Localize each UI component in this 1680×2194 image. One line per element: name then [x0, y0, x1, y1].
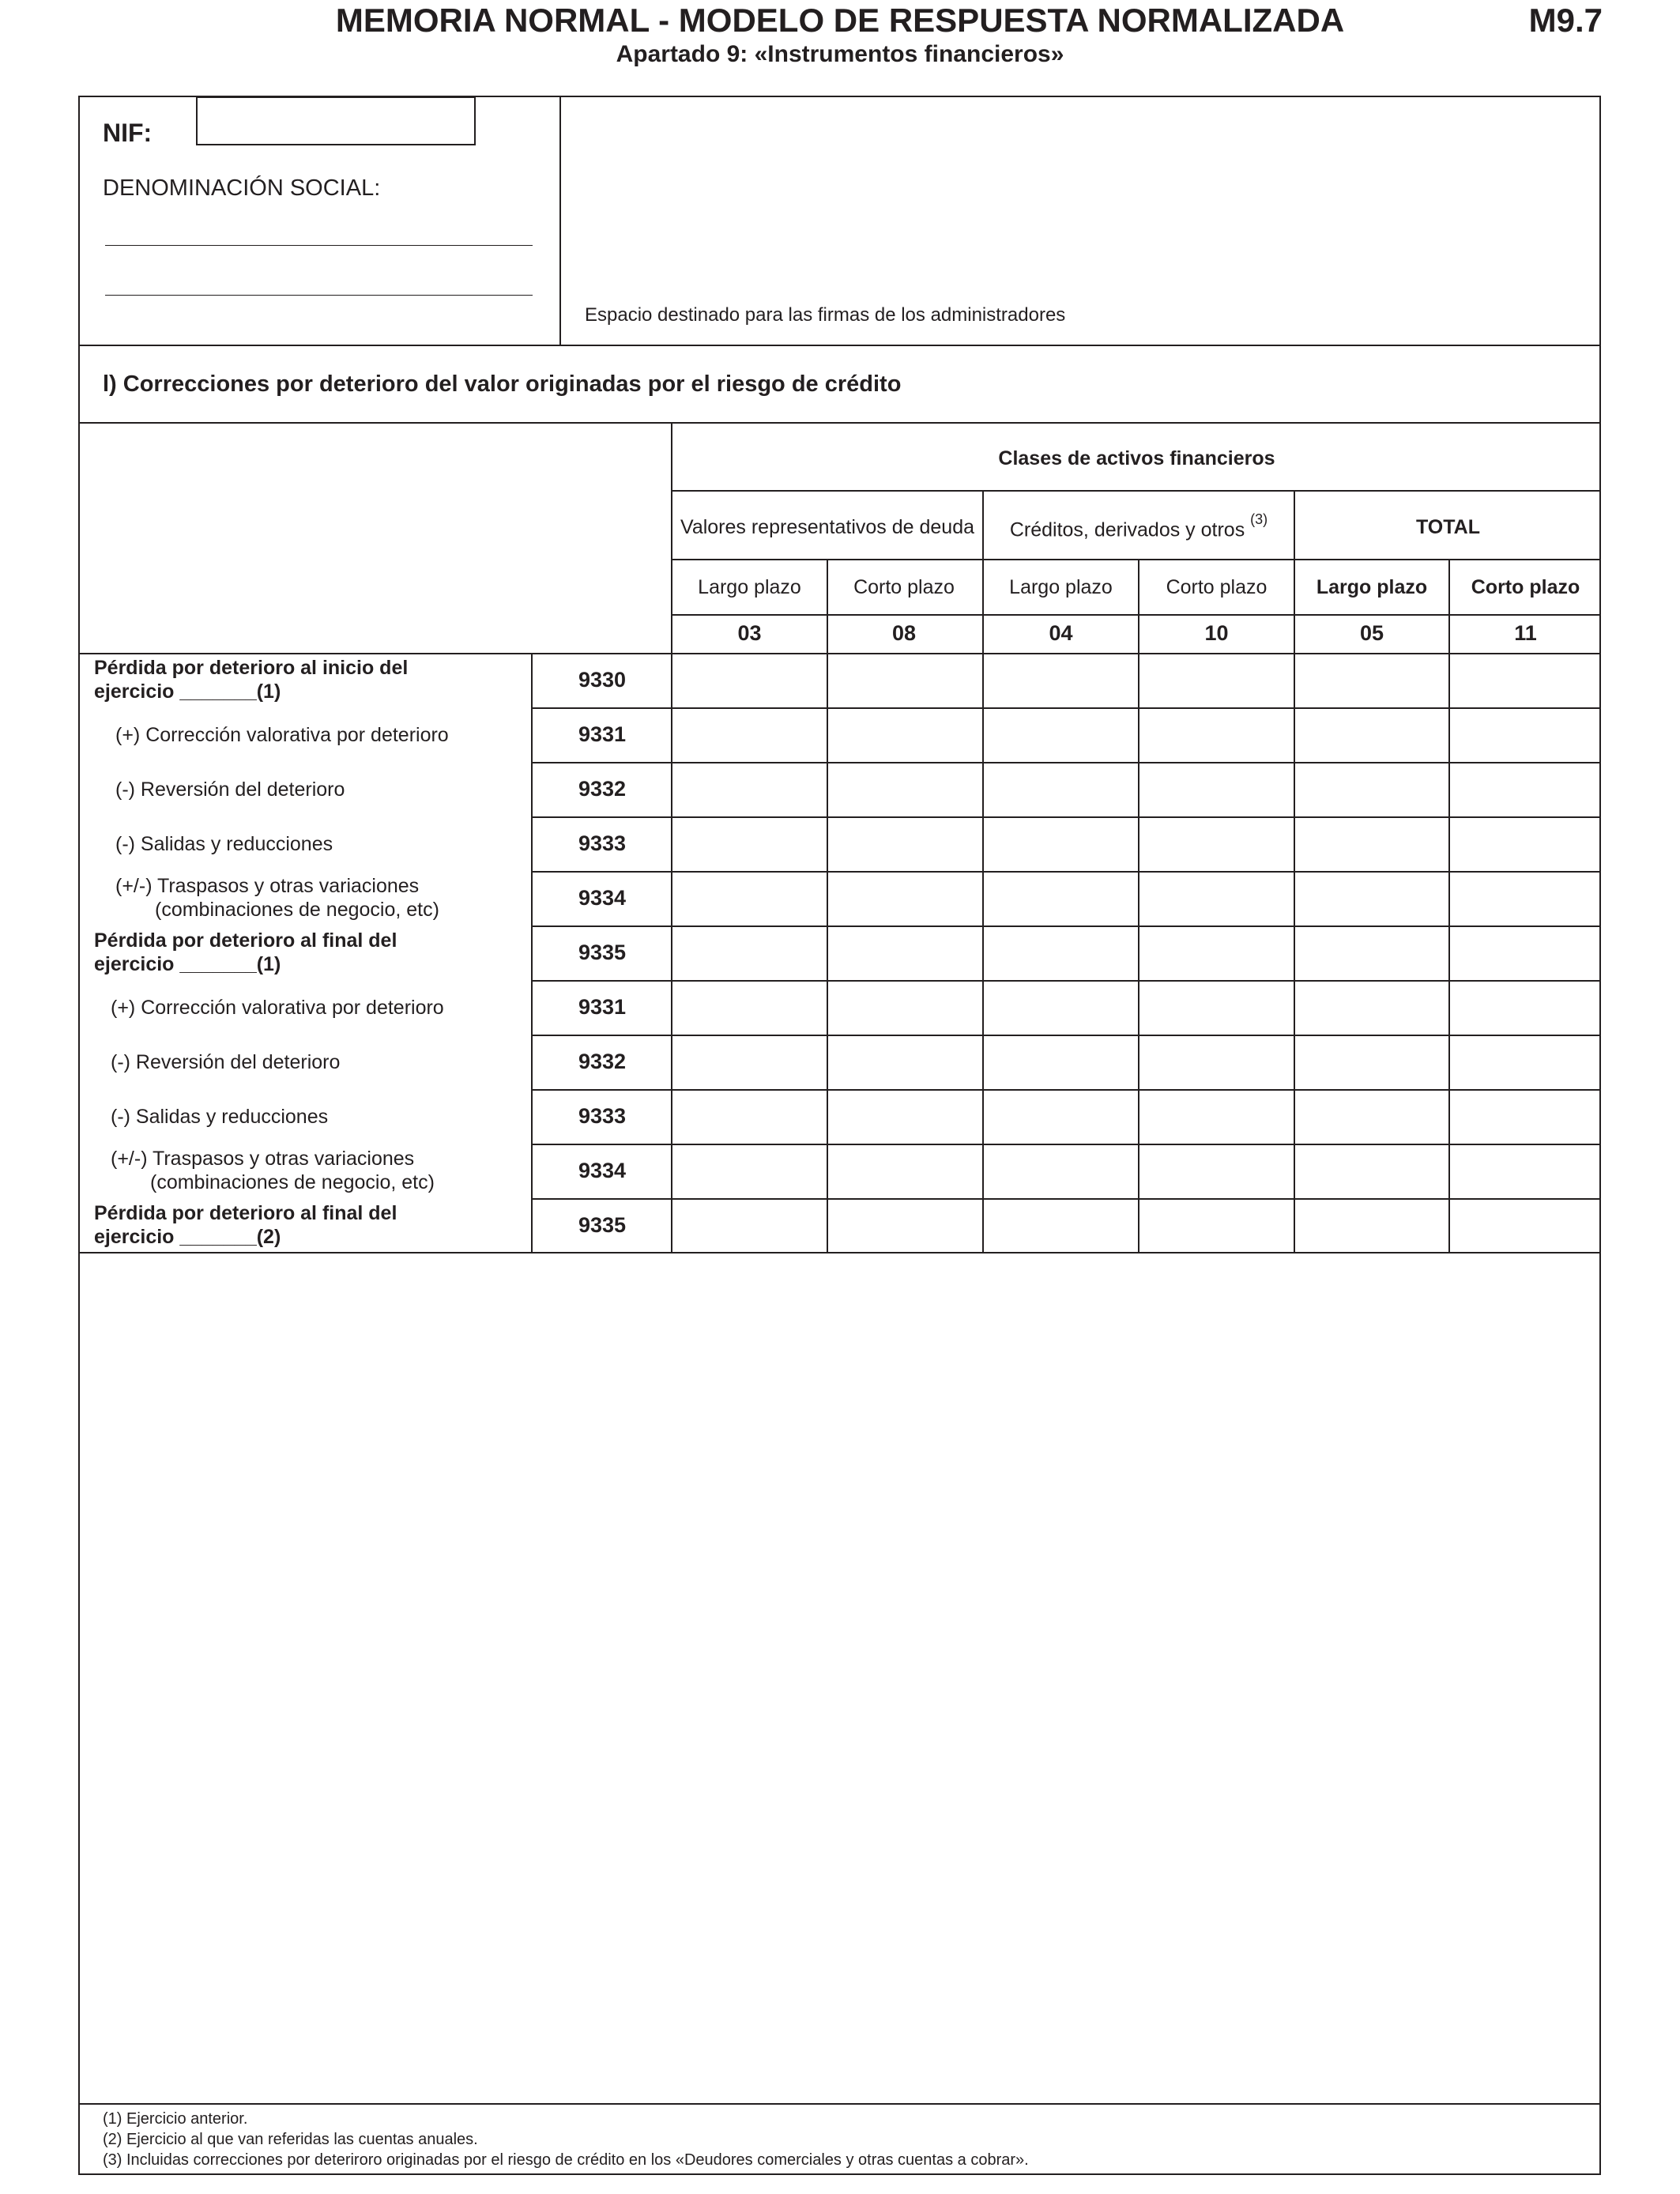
amount-cell[interactable] — [1139, 818, 1294, 871]
column-code: 11 — [1514, 621, 1537, 645]
row-code: 9334 — [578, 886, 627, 910]
amount-cell[interactable] — [828, 1200, 980, 1253]
divider — [671, 490, 1601, 492]
nif-label: NIF: — [103, 119, 153, 147]
row-code: 9334 — [578, 1159, 627, 1182]
amount-cell[interactable] — [1139, 1036, 1294, 1089]
column-code: 03 — [737, 621, 762, 645]
row-label: (-) Reversión del deterioro — [115, 778, 345, 801]
amount-cell[interactable] — [672, 1200, 827, 1253]
amount-cell[interactable] — [1139, 982, 1294, 1035]
class-header-total: TOTAL — [1415, 516, 1480, 538]
amount-cell[interactable] — [1295, 654, 1448, 707]
amount-cell[interactable] — [672, 654, 827, 707]
amount-cell[interactable] — [1450, 1200, 1601, 1253]
amount-cell[interactable] — [1139, 763, 1294, 816]
amount-cell[interactable] — [984, 1145, 1138, 1198]
amount-cell[interactable] — [984, 982, 1138, 1035]
footnote: (2) Ejercicio al que van referidas las cuentas anuales. — [103, 2131, 478, 2148]
denomination-label: DENOMINACIÓN SOCIAL: — [103, 175, 381, 201]
footnote: (3) Incluidas correcciones por deteriroro originadas por el riesgo de crédito en los «Deudores comerciales y otras cuentas a cobrar». — [103, 2151, 1029, 2169]
amount-cell[interactable] — [1295, 709, 1448, 762]
amount-cell[interactable] — [1139, 1200, 1294, 1253]
amount-cell[interactable] — [1139, 654, 1294, 707]
amount-cell[interactable] — [1295, 873, 1448, 925]
amount-cell[interactable] — [672, 927, 827, 980]
row-label: Pérdida por deterioro al inicio del — [94, 657, 409, 679]
subheader-largo: Largo plazo — [1009, 576, 1113, 598]
amount-cell[interactable] — [1450, 1145, 1601, 1198]
subheader-corto: Corto plazo — [853, 576, 955, 598]
amount-cell[interactable] — [1450, 1036, 1601, 1089]
amount-cell[interactable] — [1139, 873, 1294, 925]
class-header-debt: Valores representativos de deuda — [680, 516, 974, 538]
amount-cell[interactable] — [828, 818, 980, 871]
subheader-corto: Corto plazo — [1471, 576, 1580, 598]
amount-cell[interactable] — [828, 1091, 980, 1144]
amount-cell[interactable] — [1450, 1091, 1601, 1144]
amount-cell[interactable] — [984, 818, 1138, 871]
column-code: 10 — [1204, 621, 1229, 645]
amount-cell[interactable] — [1295, 1091, 1448, 1144]
footnote: (1) Ejercicio anterior. — [103, 2110, 248, 2128]
amount-cell[interactable] — [1450, 763, 1601, 816]
amount-cell[interactable] — [672, 873, 827, 925]
amount-cell[interactable] — [984, 654, 1138, 707]
amount-cell[interactable] — [984, 763, 1138, 816]
id-signature-divider — [559, 96, 561, 345]
amount-cell[interactable] — [672, 1091, 827, 1144]
row-code: 9331 — [578, 722, 627, 746]
row-code: 9335 — [578, 941, 627, 964]
denomination-line-2[interactable] — [105, 295, 533, 296]
row-code: 9330 — [578, 668, 627, 692]
amount-cell[interactable] — [1450, 873, 1601, 925]
divider — [78, 422, 1601, 424]
row-code: 9333 — [578, 1104, 627, 1128]
amount-cell[interactable] — [1139, 927, 1294, 980]
amount-cell[interactable] — [828, 654, 980, 707]
row-label: ejercicio _______(2) — [94, 1226, 281, 1248]
amount-cell[interactable] — [1139, 709, 1294, 762]
amount-cell[interactable] — [672, 1145, 827, 1198]
row-code: 9331 — [578, 995, 627, 1019]
divider — [671, 559, 1601, 560]
amount-cell[interactable] — [984, 1200, 1138, 1253]
amount-cell[interactable] — [672, 709, 827, 762]
column-code: 05 — [1359, 621, 1384, 645]
amount-cell[interactable] — [1139, 1091, 1294, 1144]
row-label: Pérdida por deterioro al final del — [94, 1202, 397, 1224]
amount-cell[interactable] — [1295, 1036, 1448, 1089]
row-label: (combinaciones de negocio, etc) — [155, 899, 439, 921]
amount-cell[interactable] — [1139, 1145, 1294, 1198]
divider — [78, 2103, 1601, 2105]
amount-cell[interactable] — [672, 818, 827, 871]
amount-cell[interactable] — [1295, 818, 1448, 871]
row-code: 9332 — [578, 777, 627, 801]
row-label: (+/-) Traspasos y otras variaciones — [115, 875, 420, 897]
amount-cell[interactable] — [672, 982, 827, 1035]
amount-cell[interactable] — [1450, 982, 1601, 1035]
amount-cell[interactable] — [984, 709, 1138, 762]
row-label: (-) Salidas y reducciones — [111, 1106, 329, 1128]
row-label: (-) Salidas y reducciones — [115, 833, 333, 855]
amount-cell[interactable] — [1295, 927, 1448, 980]
class-header-credits: Créditos, derivados y otros $^{(3)}$ — [1009, 511, 1268, 541]
amount-cell[interactable] — [1450, 818, 1601, 871]
amount-cell[interactable] — [1295, 1145, 1448, 1198]
amount-cell[interactable] — [984, 873, 1138, 925]
amount-cell[interactable] — [828, 709, 980, 762]
row-label: (-) Reversión del deterioro — [111, 1051, 341, 1073]
row-label: Pérdida por deterioro al final del — [94, 929, 397, 952]
divider — [671, 614, 1601, 616]
amount-cell[interactable] — [828, 1036, 980, 1089]
amount-cell[interactable] — [828, 927, 980, 980]
denomination-line-1[interactable] — [105, 245, 533, 246]
row-label: ejercicio _______(1) — [94, 680, 281, 703]
divider — [78, 1252, 1601, 1253]
divider — [78, 345, 1601, 346]
amount-cell[interactable] — [1295, 1200, 1448, 1253]
row-code: 9333 — [578, 831, 627, 855]
amount-cell[interactable] — [672, 763, 827, 816]
row-label: (combinaciones de negocio, etc) — [150, 1171, 435, 1193]
column-code: 08 — [891, 621, 917, 645]
subheader-largo: Largo plazo — [1316, 576, 1428, 598]
row-label: (+) Corrección valorativa por deterioro — [115, 724, 449, 746]
page-subtitle: Apartado 9: «Instrumentos financieros» — [616, 41, 1064, 67]
footnote-ref: (3) — [1250, 511, 1268, 527]
amount-cell[interactable] — [1450, 709, 1601, 762]
amount-cell[interactable] — [828, 873, 980, 925]
amount-cell[interactable] — [1295, 982, 1448, 1035]
amount-cell[interactable] — [1450, 654, 1601, 707]
subheader-largo: Largo plazo — [698, 576, 801, 598]
row-code: 9335 — [578, 1213, 627, 1237]
amount-cell[interactable] — [1450, 927, 1601, 980]
amount-cell[interactable] — [672, 1036, 827, 1089]
column-code: 04 — [1049, 621, 1073, 645]
page-title: MEMORIA NORMAL - MODELO DE RESPUESTA NORMALIZADA — [335, 2, 1345, 39]
row-label: ejercicio _______(1) — [94, 953, 281, 975]
amount-cell[interactable] — [984, 1091, 1138, 1144]
group-header: Clases de activos financieros — [998, 447, 1275, 469]
nif-field[interactable] — [196, 96, 476, 145]
amount-cell[interactable] — [828, 763, 980, 816]
form-code: M9.7 — [1528, 2, 1603, 39]
signature-area[interactable] — [563, 97, 1599, 299]
amount-cell[interactable] — [984, 1036, 1138, 1089]
signature-space-label: Espacio destinado para las firmas de los administradores — [585, 304, 1066, 326]
row-label: (+/-) Traspasos y otras variaciones — [111, 1148, 415, 1170]
amount-cell[interactable] — [984, 927, 1138, 980]
row-label: (+) Corrección valorativa por deterioro — [111, 997, 444, 1019]
amount-cell[interactable] — [828, 982, 980, 1035]
amount-cell[interactable] — [1295, 763, 1448, 816]
subheader-corto: Corto plazo — [1166, 576, 1268, 598]
section-title: l) Correcciones por deterioro del valor originadas por el riesgo de crédito — [103, 371, 902, 397]
amount-cell[interactable] — [828, 1145, 980, 1198]
row-code: 9332 — [578, 1050, 627, 1073]
